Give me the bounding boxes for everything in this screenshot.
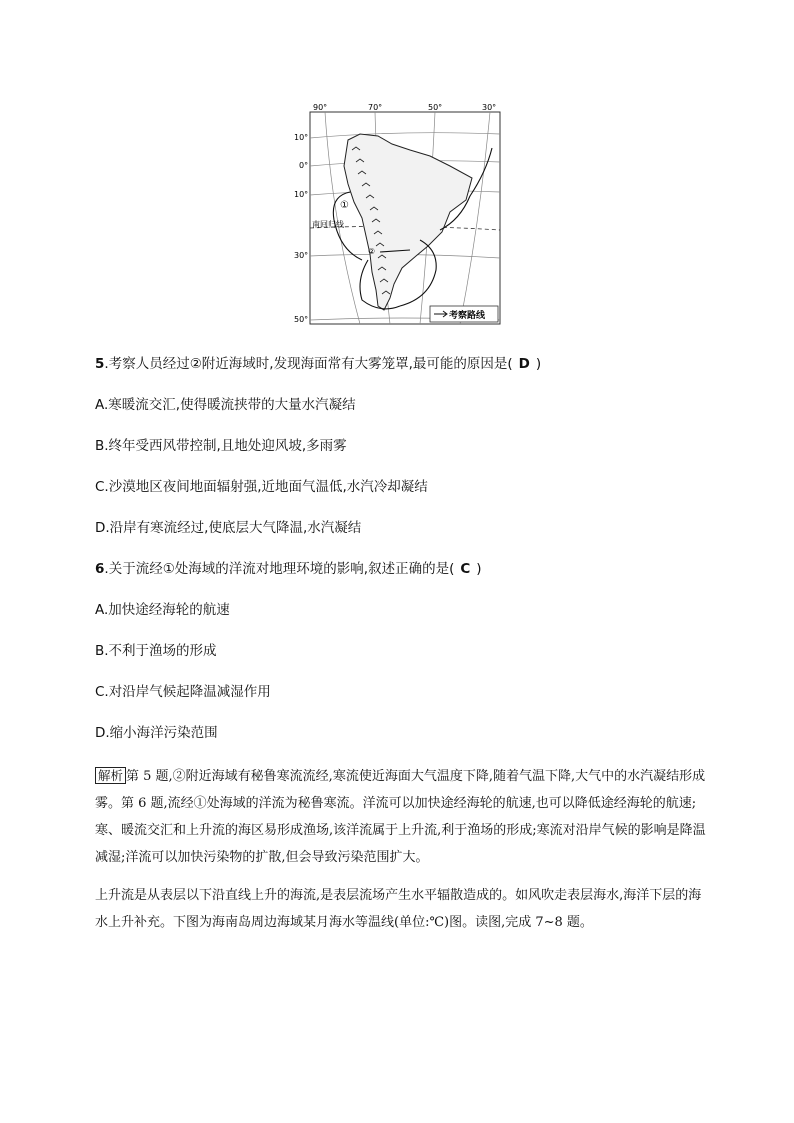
question-5-answer: D: [518, 356, 530, 372]
intro-paragraph: 上升流是从表层以下沿直线上升的海流,是表层流场产生水平辐散造成的。如风吹走表层海水,海洋下层的海水上升补充。下图为海南岛周边海域某月海水等温线(单位:℃)图。读图,完成 7~8 题。: [95, 888, 702, 930]
question-5-option-b: B.终年受西风带控制,且地处迎风坡,多雨雾: [95, 438, 347, 454]
question-5-stem: [95, 354, 541, 374]
question-5-option-c: C.沙漠地区夜间地面辐射强,近地面气温低,水汽冷却凝结: [95, 479, 428, 495]
question-6-option-c: C.对沿岸气候起降温减湿作用: [95, 684, 271, 700]
legend-label: 考察路线: [449, 311, 486, 321]
question-5-number: 5: [95, 356, 105, 372]
question-6-option-d: D.缩小海洋污染范围: [95, 725, 218, 741]
question-6-close: ): [476, 561, 482, 577]
lon-label: 70°: [368, 103, 383, 112]
question-6-number: 6: [95, 561, 105, 577]
lat-label: 30°: [294, 251, 309, 260]
tropic-label: 南回归线: [312, 220, 344, 229]
lon-label: 90°: [313, 103, 328, 112]
lon-label: 50°: [428, 103, 443, 112]
question-6-option-b: B.不利于渔场的形成: [95, 643, 217, 659]
question-6-stem: [95, 559, 482, 579]
analysis-block: [95, 762, 710, 871]
analysis-text: 第 5 题,②附近海域有秘鲁寒流流经,寒流使近海面大气温度下降,随着气温下降,大气中的水汽凝结形成雾。第 6 题,流经①处海域的洋流为秘鲁寒流。洋流可以加快途经海轮的航速,也可以降低途经海轮的航速;寒、暖流交汇和上升流的海区易形成渔场,该洋流属于上升流,利于渔场的形成;寒流对沿岸气候的影响是降温减湿;洋流可以加快污染物的扩散,但会导致污染范围扩大。: [95, 769, 706, 865]
question-5-text: .考察人员经过②附近海域时,发现海面常有大雾笼罩,最可能的原因是(: [104, 356, 513, 372]
marker-2: ②: [368, 247, 376, 256]
question-5-option-d: D.沿岸有寒流经过,使底层大气降温,水汽凝结: [95, 520, 362, 536]
lat-label: 10°: [294, 133, 309, 142]
lat-label: 50°: [294, 315, 309, 324]
question-6-text: .关于流经①处海域的洋流对地理环境的影响,叙述正确的是(: [104, 561, 455, 577]
south-america-map: [290, 100, 505, 330]
question-5-option-a: A.寒暖流交汇,使得暖流挟带的大量水汽凝结: [95, 397, 356, 413]
question-6-answer: C: [460, 561, 471, 577]
lat-label: 0°: [299, 161, 309, 170]
marker-1: ①: [340, 200, 349, 211]
lon-label: 30°: [482, 103, 497, 112]
lat-label: 10°: [294, 190, 309, 199]
analysis-tag: 解析: [95, 767, 126, 784]
question-6-option-a: A.加快途经海轮的航速: [95, 602, 230, 618]
question-5-close: ): [535, 356, 542, 372]
